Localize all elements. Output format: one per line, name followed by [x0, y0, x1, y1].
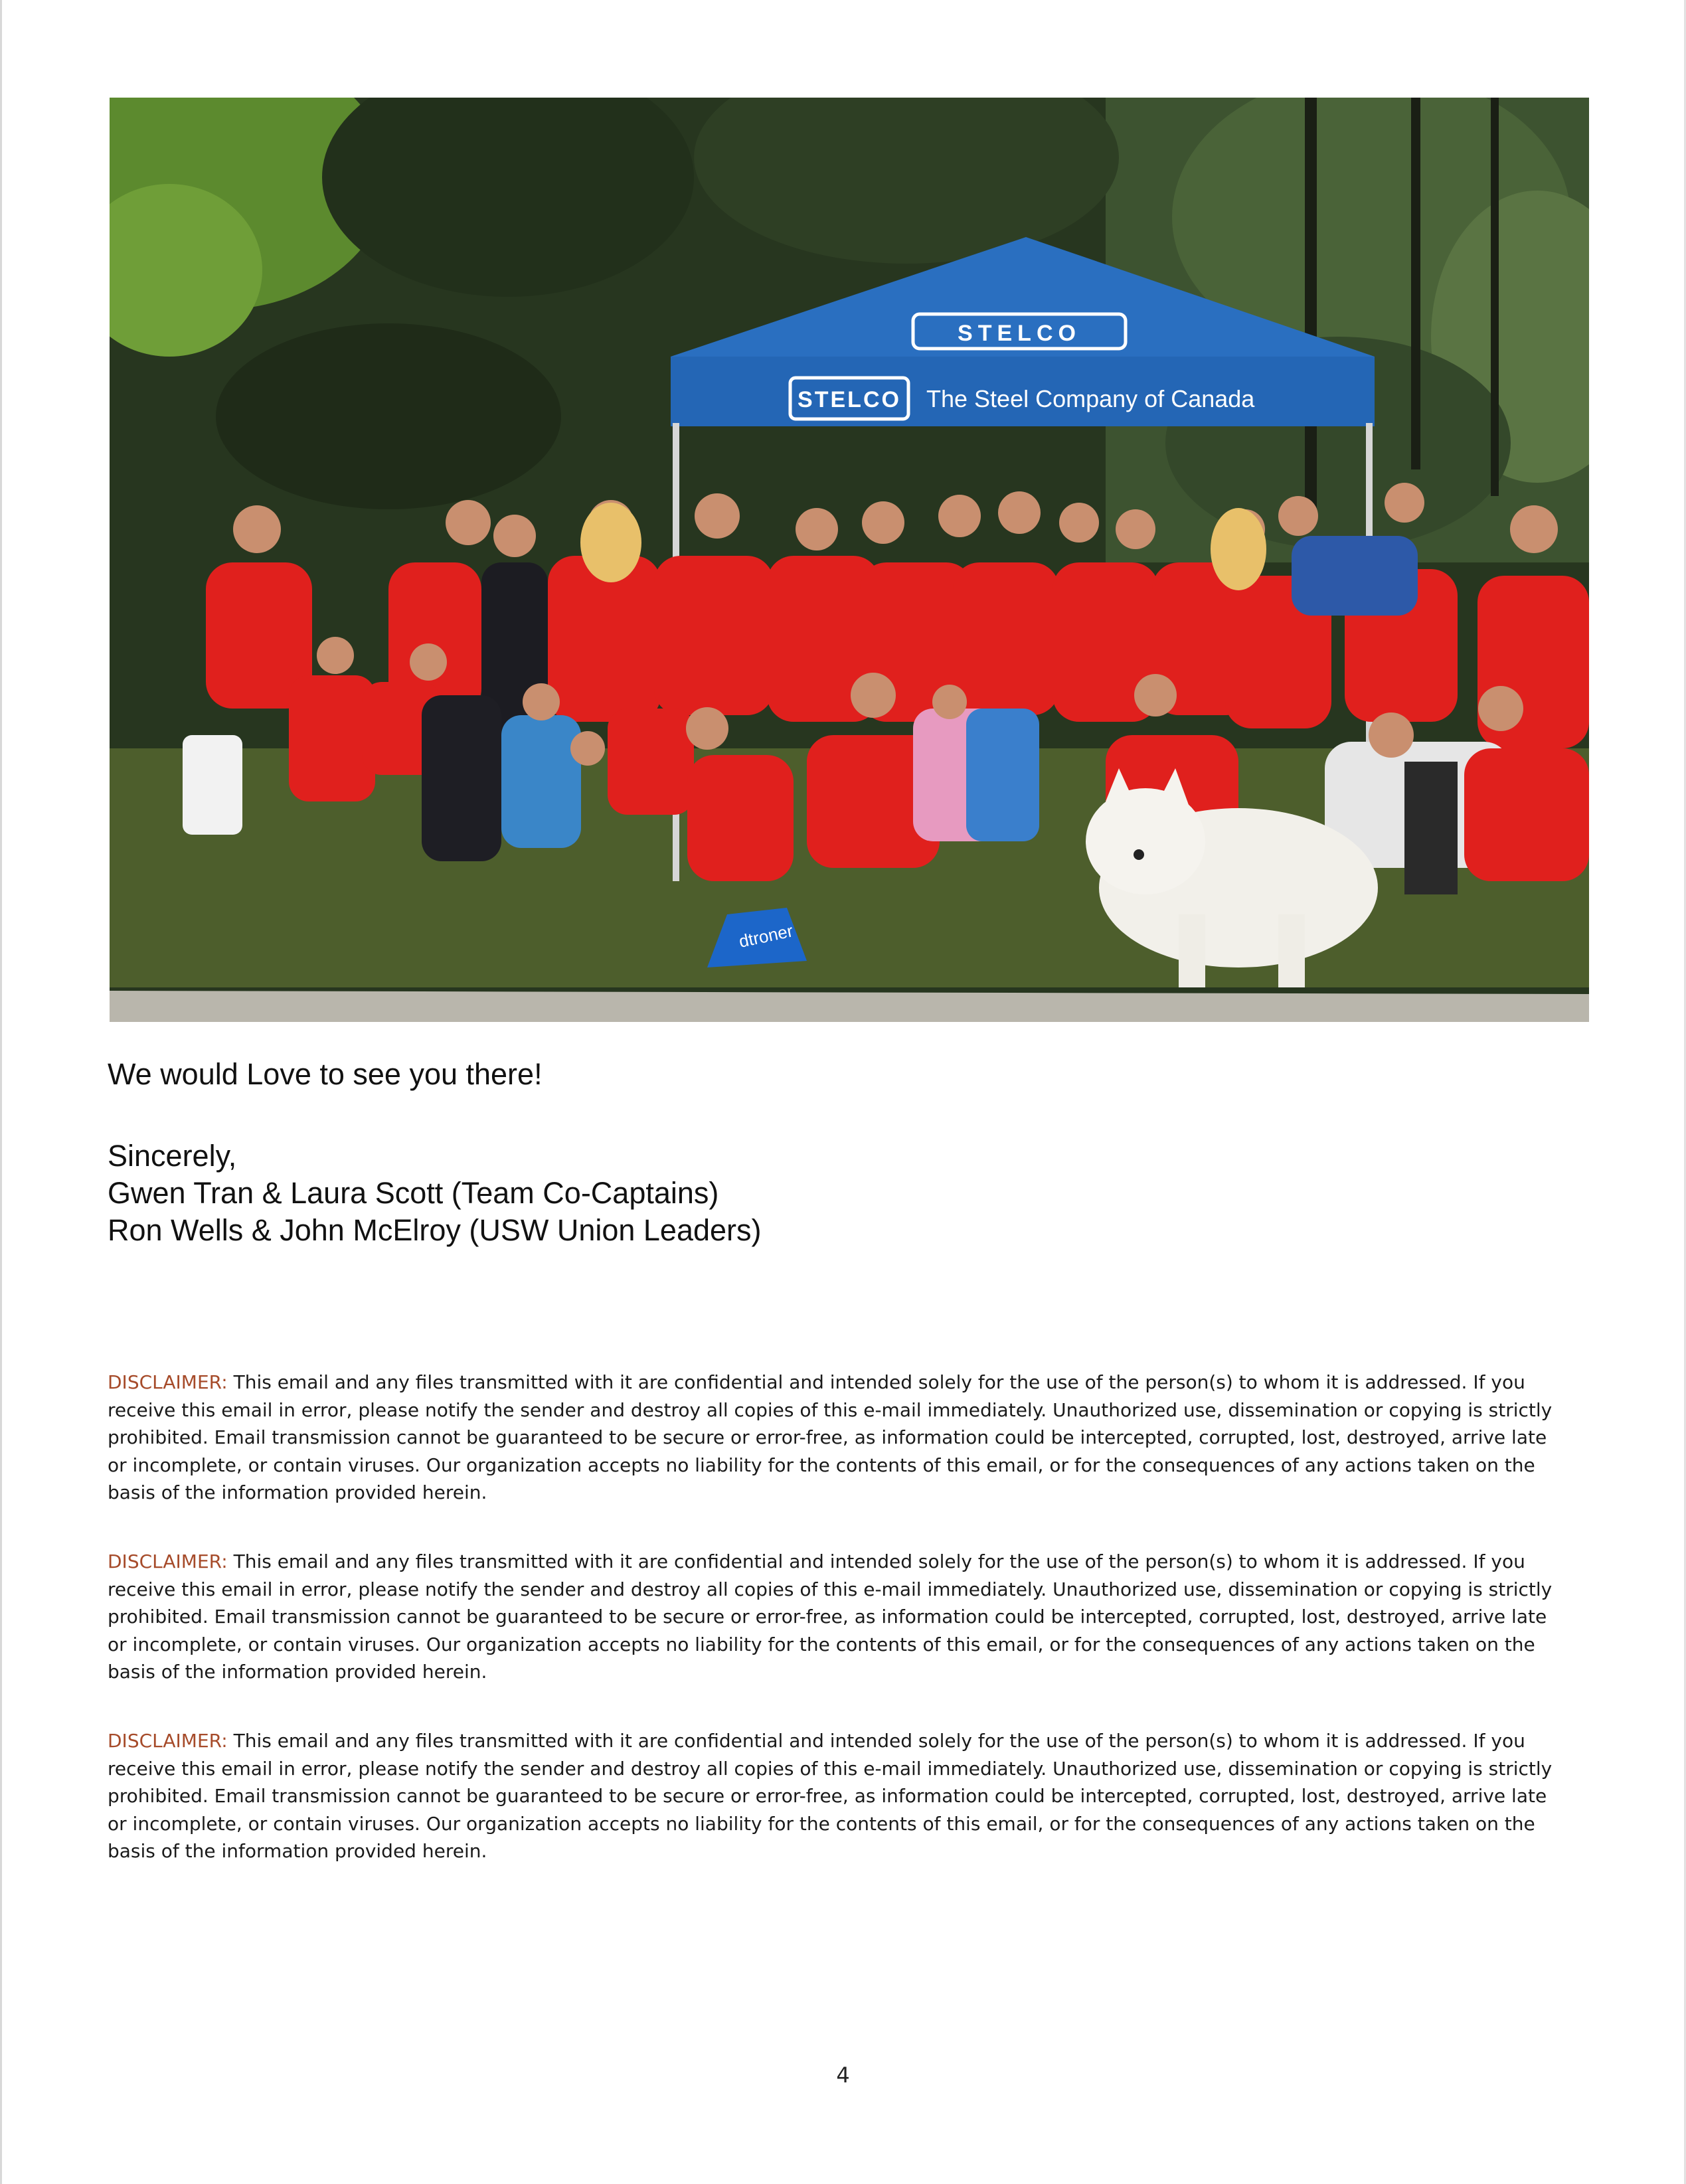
disclaimer-label: DISCLAIMER: [108, 1551, 228, 1572]
page-number: 4 [836, 2062, 850, 2088]
tent-roof-logo: STELCO [958, 321, 1081, 346]
closing-line: We would Love to see you there! [108, 1057, 543, 1091]
disclaimer-3 [108, 1727, 1568, 1865]
sidewalk [110, 991, 1589, 1022]
disclaimer-label: DISCLAIMER: [108, 1730, 228, 1752]
disclaimer-text: This email and any files transmitted with it are confidential and intended solely for the use of the person(s) to whom it is addressed. If you receive this email in error, please notify the sender and destroy all copies of this e-mail immediately. Unauthorized use, dissemination or copying is strictly prohibited. Email transmission cannot be guaranteed to be secure or error-free, as information could be intercepted, corrupted, lost, destroyed, arrive late or incomplete, or contain viruses. Our organization accepts no liability for the contents of this email, or for the consequences of any actions taken on the basis of the information provided herein. [108, 1730, 1553, 1862]
salutation: Sincerely, [108, 1139, 237, 1173]
bag-logo: dtroner [737, 920, 795, 952]
disclaimer-text: This email and any files transmitted with it are confidential and intended solely for the use of the person(s) to whom it is addressed. If you receive this email in error, please notify the sender and destroy all copies of this e-mail immediately. Unauthorized use, dissemination or copying is strictly prohibited. Email transmission cannot be guaranteed to be secure or error-free, as information could be intercepted, corrupted, lost, destroyed, arrive late or incomplete, or contain viruses. Our organization accepts no liability for the contents of this email, or for the consequences of any actions taken on the basis of the information provided herein. [108, 1551, 1553, 1683]
disclaimer-1 [108, 1369, 1568, 1507]
signer-line-1: Gwen Tran & Laura Scott (Team Co-Captains) [108, 1176, 719, 1210]
tent-tagline: The Steel Company of Canada [926, 385, 1255, 412]
disclaimer-label: DISCLAIMER: [108, 1371, 228, 1393]
group-photo-illustration [110, 98, 1589, 1022]
tent-valance-logo: STELCO [798, 387, 901, 412]
scan-edge-left [0, 0, 2, 2184]
disclaimer-2 [108, 1548, 1568, 1686]
signer-line-2: Ron Wells & John McElroy (USW Union Leaders) [108, 1213, 762, 1247]
signature-block [108, 1137, 762, 1249]
group-photo [110, 98, 1589, 1022]
disclaimer-text: This email and any files transmitted with it are confidential and intended solely for the use of the person(s) to whom it is addressed. If you receive this email in error, please notify the sender and destroy all copies of this e-mail immediately. Unauthorized use, dissemination or copying is strictly prohibited. Email transmission cannot be guaranteed to be secure or error-free, as information could be intercepted, corrupted, lost, destroyed, arrive late or incomplete, or contain viruses. Our organization accepts no liability for the contents of this email, or for the consequences of any actions taken on the basis of the information provided herein. [108, 1371, 1553, 1503]
